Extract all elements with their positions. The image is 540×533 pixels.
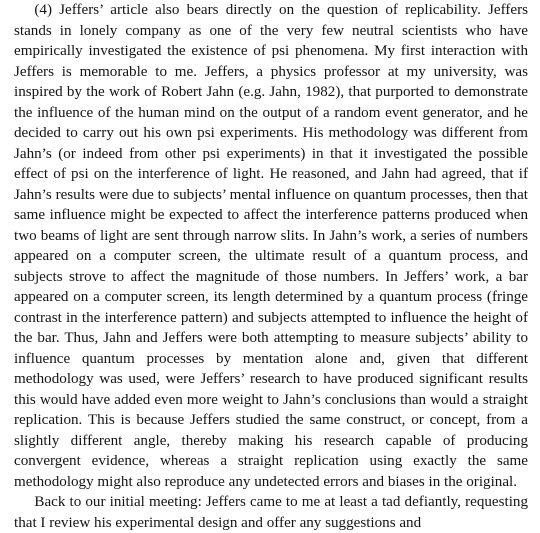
paragraph-4: (4) Jeffers’ article also bears directly on the question of replicability. Jeffers stands in lonely company as one of the very few neutral scientists who have empirically investigated the existence of psi phenomena. My first interaction with Jeffers is memorable to me. Jeffers, a physics professor at my university, was inspired by the work of Robert Jahn (e.g. Jahn, 1982), that purported to demonstrate the influence of the human mind on the output of a random event generator, and he decided to carry out his own psi experiments. His methodology was different from Jahn’s (or indeed from other psi experiments) in that it investigated the possible effect of psi on the interference of light. He reasoned, and Jahn had agreed, that if Jahn’s results were due to subjects’ mental influence on quantum processes, then that same influence might be expected to affect the interference patterns produced when two beams of light are sent through narrow slits. In Jahn’s work, a series of numbers appeared on a computer screen, the ultimate result of a quantum process, and subjects strove to affect the magnitude of those numbers. In Jeffers’ work, a bar appeared on a computer screen, its length determined by a quantum process (fringe contrast in the interference pattern) and subjects attempted to influence the height of the bar. Thus, Jahn and Jeffers were both attempting to measure subjects’ ability to influence quantum processes by mentation alone and, given that different methodology was used, were Jeffers’ research to have produced significant results this would have added even more weight to Jahn’s conclusions than would a straight replication. This is because Jeffers studied the same construct, or concept, from a slightly different angle, thereby making his research capable of producing convergent evidence, whereas a straight replication using exactly the same methodology might also reproduce any undetected errors and biases in the original. bbox=[14, 2, 528, 490]
document-page bbox=[14, 0, 528, 533]
paragraph-5: Back to our initial meeting: Jeffers came to me at least a tad defiantly, requesting that I review his experimental design and offer any suggestions and bbox=[14, 494, 528, 531]
